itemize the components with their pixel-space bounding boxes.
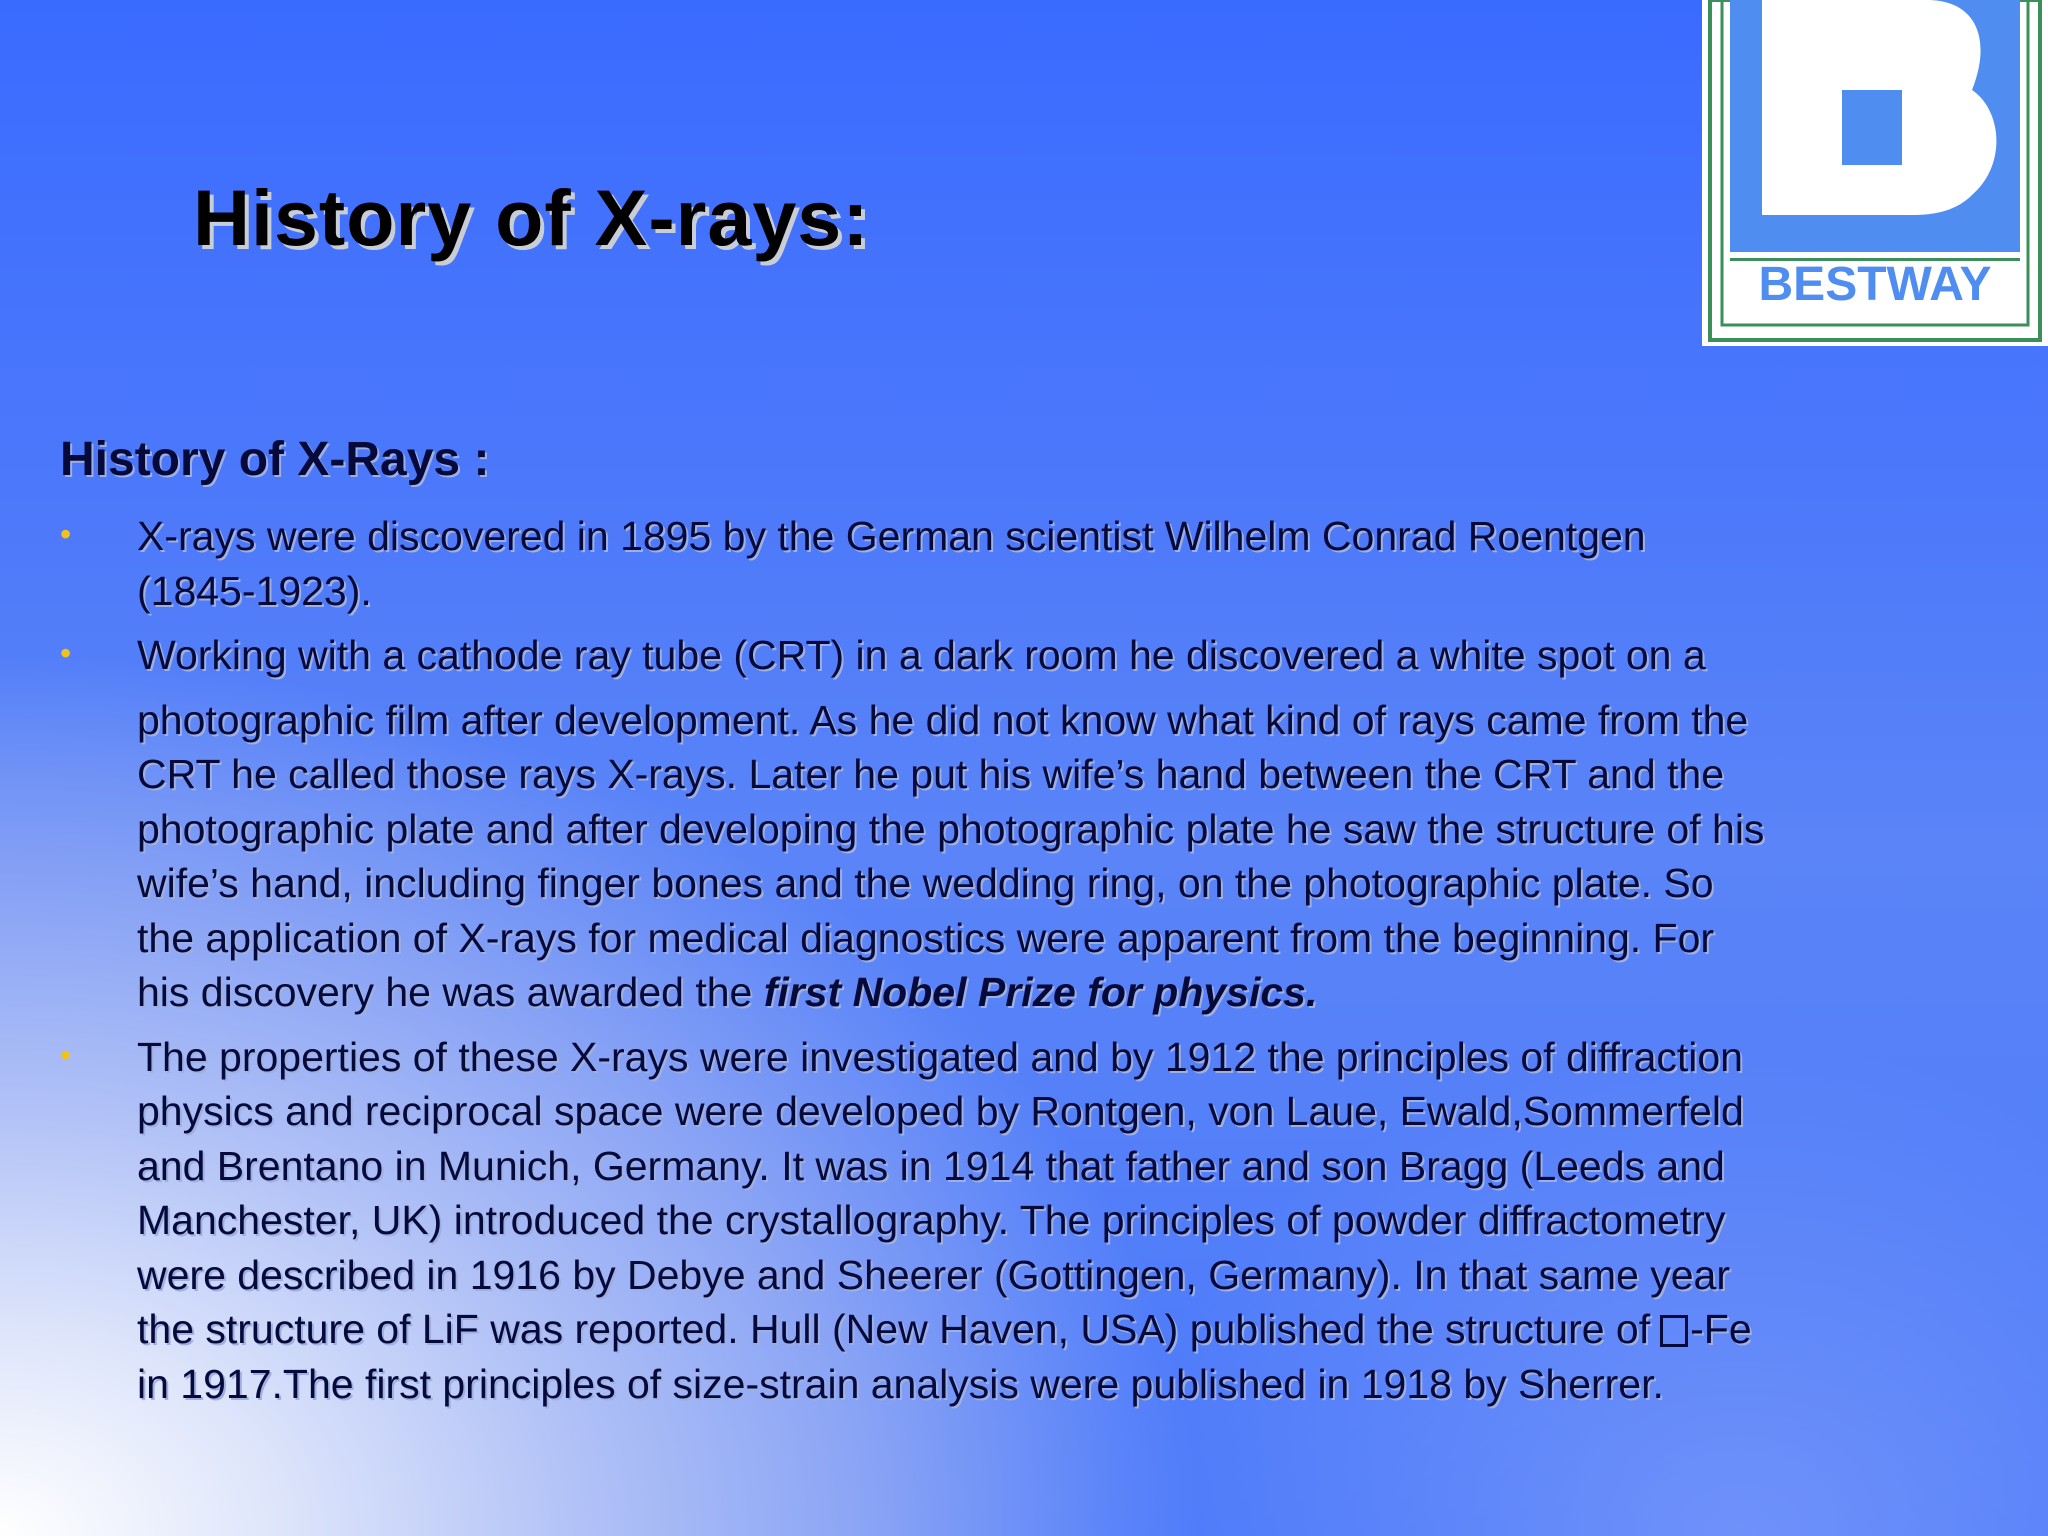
bullet-line: CRT he called those rays X-rays. Later he put his wife’s hand between the CRT and the xyxy=(137,751,1725,797)
slide-body xyxy=(60,432,1960,1421)
bullet-line: photographic plate and after developing the photographic plate he saw the structure of his xyxy=(137,805,1765,852)
bullet-discovery xyxy=(60,509,1930,618)
bullet-line: were described in 1916 by Debye and Sheerer (Gottingen, Germany). In that same year xyxy=(137,1251,1731,1298)
bullet-line: the application of X-rays for medical diagnostics were apparent from the beginning. For xyxy=(137,914,1715,961)
bullet-dot-icon: • xyxy=(60,635,72,671)
iron-suffix: -Fe xyxy=(1690,1306,1752,1352)
logo-text: BESTWAY xyxy=(1758,258,1992,311)
nobel-prefix: his discovery he was awarded the xyxy=(137,969,764,1015)
section-heading: History of X-Rays : xyxy=(60,433,490,486)
bullet-line-nobel xyxy=(137,965,1930,1020)
nobel-suffix: . xyxy=(1305,969,1318,1015)
bestway-logo xyxy=(1702,0,2048,346)
bullet-line: X-rays were discovered in 1895 by the German scientist Wilhelm Conrad Roentgen xyxy=(137,513,1646,559)
slide-title: History of X-rays: xyxy=(193,173,870,262)
bullet-line: Manchester, UK) introduced the crystallography. The principles of powder diffractometry xyxy=(137,1197,1726,1243)
bestway-logo-mark xyxy=(1702,0,2048,346)
bullet-line: and Brentano in Munich, Germany. It was in 1914 that father and son Bragg (Leeds and xyxy=(137,1142,1725,1189)
bullet-diffraction-history xyxy=(60,1030,1930,1412)
bullet-list xyxy=(60,509,1960,1411)
bullet-line: wife’s hand, including finger bones and the wedding ring, on the photographic plate. So xyxy=(137,860,1714,906)
bullet-dot-icon: • xyxy=(60,516,72,552)
bullet-line: The properties of these X-rays were investigated and by 1912 the principles of diffraction xyxy=(137,1033,1743,1080)
bullet-line: in 1917.The first principles of size-strain analysis were published in 1918 by Sherrer. xyxy=(137,1360,1664,1407)
bullet-line: photographic film after development. As he did not know what kind of rays came from the xyxy=(137,696,1749,743)
nobel-emphasis: first Nobel Prize for physics xyxy=(763,969,1306,1015)
bullet-line: Working with a cathode ray tube (CRT) in a dark room he discovered a white spot on a xyxy=(137,632,1706,678)
iron-prefix: the structure of LiF was reported. Hull (New Haven, USA) published the structure of xyxy=(137,1306,1651,1352)
missing-glyph-icon xyxy=(1660,1315,1688,1347)
bullet-dot-icon: • xyxy=(60,1036,72,1073)
bullet-line: physics and reciprocal space were developed by Rontgen, von Laue, Ewald,Sommerfeld xyxy=(137,1088,1744,1134)
bullet-crt-experiment xyxy=(60,628,1930,1020)
bullet-line: (1845-1923). xyxy=(137,567,372,614)
bullet-line-iron xyxy=(137,1302,1930,1357)
